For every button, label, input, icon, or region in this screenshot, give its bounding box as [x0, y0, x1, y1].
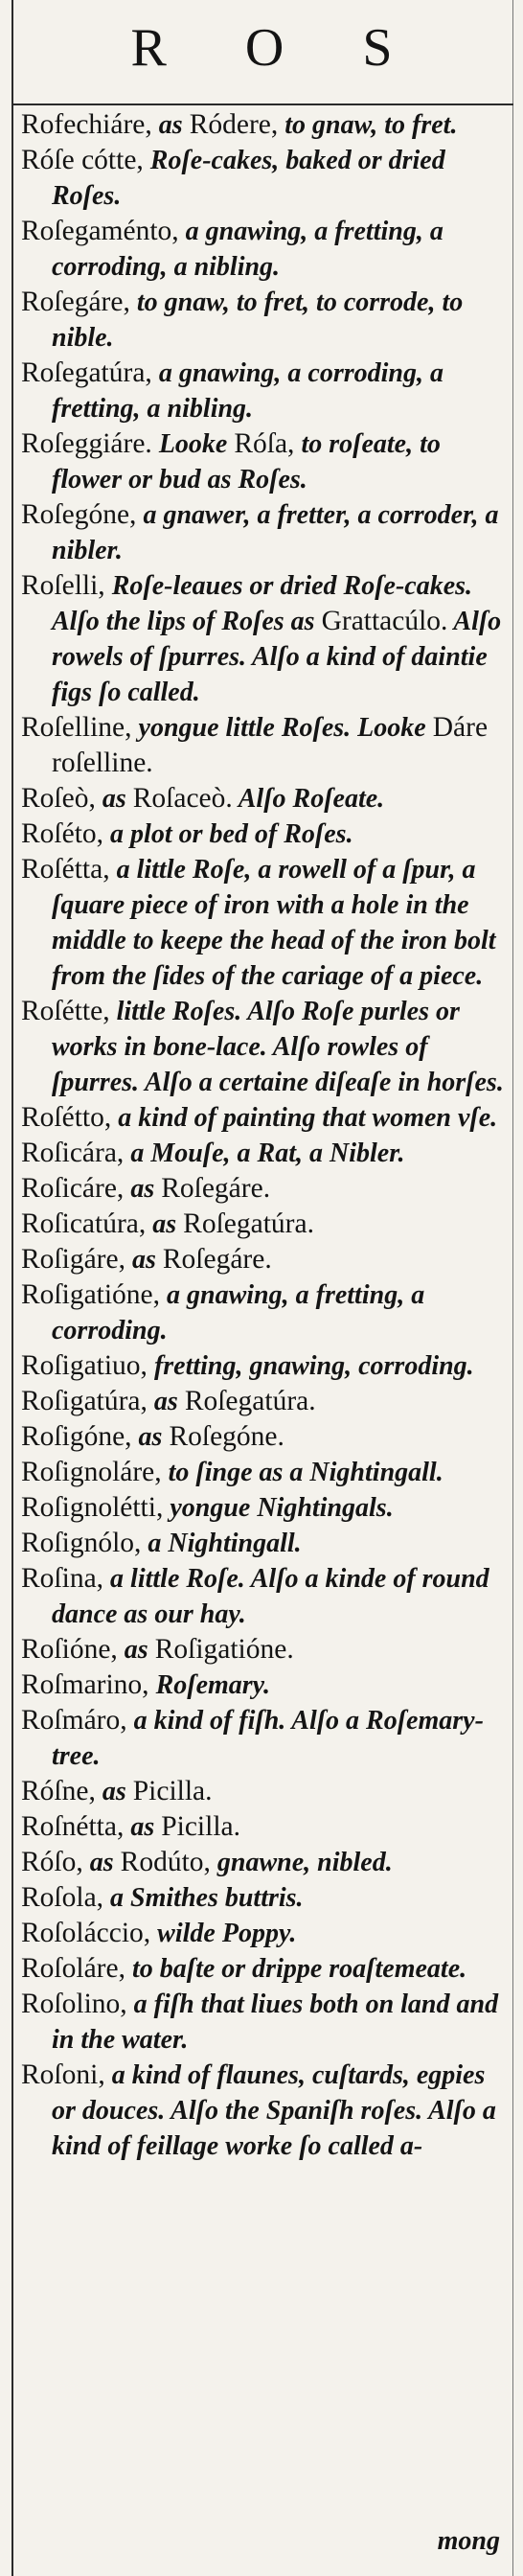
entry-definition: as [124, 1174, 162, 1204]
entry-headword: Roſigáre, [21, 1244, 125, 1275]
entry-definition-continued: to roſeate, to flower or bud as Roſes. [52, 429, 441, 494]
entry-definition: as [131, 1422, 170, 1452]
right-border-rule [512, 0, 513, 2576]
dictionary-entry [21, 2058, 510, 2164]
dictionary-entry [21, 1632, 510, 1668]
entry-headword: Roſegáre, [21, 287, 130, 317]
entry-definition: as [151, 110, 190, 140]
dictionary-entry [21, 1845, 510, 1880]
entry-cross-reference: Roſegáre. [161, 1173, 271, 1204]
dictionary-entry [21, 1348, 510, 1384]
dictionary-entry [21, 710, 510, 781]
entry-cross-reference: Rodúto, [120, 1847, 211, 1877]
dictionary-entry [21, 1916, 510, 1951]
entry-definition: as [82, 1848, 121, 1877]
entry-definition: a Nightingall. [141, 1529, 302, 1558]
dictionary-entry [21, 426, 510, 497]
entry-headword: Roſmáro, [21, 1705, 127, 1736]
entry-headword: Roſignolétti, [21, 1492, 164, 1523]
entry-headword: Roſétte, [21, 996, 110, 1026]
entry-definition: to gnaw, to fret, to corrode, to nible. [52, 288, 464, 353]
entry-definition: wilde Poppy. [150, 1919, 297, 1948]
dictionary-entry [21, 1207, 510, 1242]
entry-headword: Roſegaménto, [21, 216, 179, 246]
dictionary-entry [21, 816, 510, 852]
dictionary-entry [21, 143, 510, 214]
entry-headword: Roſétta, [21, 854, 110, 885]
entry-headword: Roſicáre, [21, 1173, 125, 1204]
entry-headword: Roſnétta, [21, 1811, 125, 1842]
entry-headword: Roſigóne, [21, 1421, 132, 1452]
entry-definition: a gnawing, a fretting, a corroding. [52, 1280, 425, 1346]
dictionary-entry [21, 1809, 510, 1845]
entry-headword: Roſicatúra, [21, 1208, 147, 1239]
entry-definition: a kind of flaunes, cuſtards, egpies or douces. Alſo the Spaniſh roſes. Alſo a kind of feillage worke ſo called a- [52, 2060, 496, 2161]
entry-definition-continued: gnawne, nibled. [210, 1848, 393, 1877]
entry-cross-reference: Roſegatúra. [183, 1208, 314, 1239]
entry-cross-reference: Roſegáre. [162, 1244, 272, 1275]
entry-cross-reference: Róſa, [234, 428, 295, 459]
entry-headword: Roſelline, [21, 712, 132, 743]
entry-definition-continued: Alſo Roſeate. [232, 784, 385, 814]
entry-headword: Roſegóne, [21, 499, 137, 530]
entry-definition: little Roſes. Alſo Roſe purles or works in bone-lace. Alſo rowles of ſpurres. Alſo a certaine diſeaſe in horſes. [52, 997, 504, 1097]
entry-headword: Roſegatúra, [21, 357, 152, 388]
dictionary-entry [21, 1668, 510, 1703]
entry-definition: a Mouſe, a Rat, a Nibler. [124, 1138, 405, 1168]
dictionary-entry [21, 1136, 510, 1171]
entry-definition: yongue Nightingals. [163, 1493, 394, 1523]
entry-headword: Róſe cótte, [21, 145, 144, 175]
entry-headword: Roſigatúra, [21, 1386, 148, 1416]
entry-headword: Roſoni, [21, 2059, 105, 2090]
entry-cross-reference: Picilla. [161, 1811, 240, 1842]
dictionary-entry [21, 1880, 510, 1916]
entry-cross-reference: Ródere, [189, 109, 279, 140]
entry-headword: Roſigatiuo, [21, 1350, 148, 1381]
entry-definition: yongue little Roſes. Looke [131, 713, 433, 743]
entry-cross-reference: Roſaceò. [132, 783, 233, 814]
dictionary-entry [21, 1951, 510, 1987]
dictionary-entry [21, 1490, 510, 1526]
entry-definition: as [125, 1245, 163, 1275]
entry-headword: Roſeggiáre. [21, 428, 152, 459]
entry-headword: Róſo, [21, 1847, 83, 1877]
dictionary-entry [21, 1987, 510, 2058]
catchword: mong [437, 2526, 500, 2556]
entry-cross-reference: Dáre roſelline. [52, 712, 489, 778]
left-border-rule [11, 0, 13, 2576]
entry-headword: Roſola, [21, 1882, 104, 1913]
entry-headword: Roſoláre, [21, 1953, 125, 1984]
entry-definition: to ſinge as a Nightingall. [161, 1458, 443, 1487]
dictionary-entry [21, 1384, 510, 1419]
entry-definition: as [147, 1387, 185, 1416]
dictionary-entry [21, 1561, 510, 1632]
entry-headword: Roſétto, [21, 1102, 112, 1133]
entry-headword: Roſelli, [21, 570, 105, 601]
entry-definition: fretting, gnawing, corroding. [147, 1351, 474, 1381]
entry-definition: a Smithes buttris. [103, 1883, 304, 1913]
entry-headword: Roſolino, [21, 1989, 127, 2019]
entry-definition: Looke [151, 429, 235, 459]
entry-definition: as [117, 1635, 155, 1665]
entry-headword: Roſeò, [21, 783, 96, 814]
header-rule [11, 104, 513, 105]
dictionary-entry [21, 1703, 510, 1774]
entry-headword: Roſéto, [21, 818, 104, 849]
entry-definition: as [124, 1812, 162, 1842]
entry-headword: Roſina, [21, 1563, 104, 1594]
entry-definition: a kind of painting that women vſe. [111, 1103, 498, 1133]
entry-definition: a plot or bed of Roſes. [103, 819, 353, 849]
entry-cross-reference: Roſegóne. [169, 1421, 284, 1452]
dictionary-entry [21, 1774, 510, 1809]
dictionary-entry [21, 356, 510, 426]
entry-definition: a little Roſe, a rowell of a ſpur, a ſquare piece of iron with a hole in the middle to keepe the head of the iron bolt from the ſides of the cariage of a piece. [52, 855, 496, 991]
entry-headword: Roſióne, [21, 1634, 118, 1665]
entry-definition: as [95, 1777, 133, 1806]
dictionary-entry [21, 1455, 510, 1490]
dictionary-entry [21, 214, 510, 285]
entry-definition: as [95, 784, 133, 814]
entry-definition: a kind of fiſh. Alſo a Roſemary-tree. [52, 1706, 484, 1771]
dictionary-entry [21, 285, 510, 356]
entry-definition: a gnawing, a corroding, a fretting, a nibling. [52, 358, 443, 424]
dictionary-entry [21, 994, 510, 1100]
entry-headword: Roſoláccio, [21, 1918, 151, 1948]
page-header: R O S [130, 18, 425, 78]
entry-headword: Roſigatióne, [21, 1279, 161, 1310]
dictionary-entry [21, 568, 510, 710]
entry-definition: to baſte or drippe roaſtemeate. [125, 1954, 467, 1984]
entry-headword: Roſignoláre, [21, 1457, 162, 1487]
entry-definition: as [146, 1209, 184, 1239]
entries-column [21, 107, 510, 2164]
entry-cross-reference: Roſegatúra. [184, 1386, 316, 1416]
entry-definition: a gnawer, a fretter, a corroder, a nibler. [52, 500, 499, 565]
entry-definition-continued: Alſo rowels of ſpurres. Alſo a kind of daintie figs ſo called. [52, 607, 502, 707]
entry-headword: Roſmarino, [21, 1669, 149, 1700]
dictionary-entry [21, 1277, 510, 1348]
entry-headword: Roſignólo, [21, 1528, 142, 1558]
entry-definition: a little Roſe. Alſo a kinde of round dance as our hay. [52, 1564, 489, 1629]
dictionary-entry [21, 497, 510, 568]
dictionary-entry [21, 1526, 510, 1561]
entry-definition: a fiſh that liues both on land and in the water. [52, 1990, 499, 2055]
dictionary-entry [21, 1171, 510, 1207]
entry-definition: a gnawing, a fretting, a corroding, a nibling. [52, 217, 443, 282]
dictionary-entry [21, 107, 510, 143]
entry-headword: Róſne, [21, 1776, 96, 1806]
dictionary-entry [21, 1419, 510, 1455]
entry-cross-reference: Picilla. [132, 1776, 213, 1806]
entry-headword: Rofechiáre, [21, 109, 152, 140]
dictionary-entry [21, 781, 510, 816]
entry-cross-reference: Grattacúlo. [321, 606, 448, 636]
dictionary-entry [21, 1100, 510, 1136]
entry-definition: Roſe-leaues or dried Roſe-cakes. Alſo the lips of Roſes as [52, 571, 473, 636]
dictionary-entry [21, 852, 510, 994]
entry-headword: Roſicára, [21, 1138, 125, 1168]
entry-definition: Roſe-cakes, baked or dried Roſes. [52, 146, 445, 211]
entry-definition-continued: to gnaw, to fret. [278, 110, 458, 140]
dictionary-entry [21, 1242, 510, 1277]
entry-definition: Roſemary. [148, 1670, 271, 1700]
entry-cross-reference: Roſigatióne. [154, 1634, 294, 1665]
